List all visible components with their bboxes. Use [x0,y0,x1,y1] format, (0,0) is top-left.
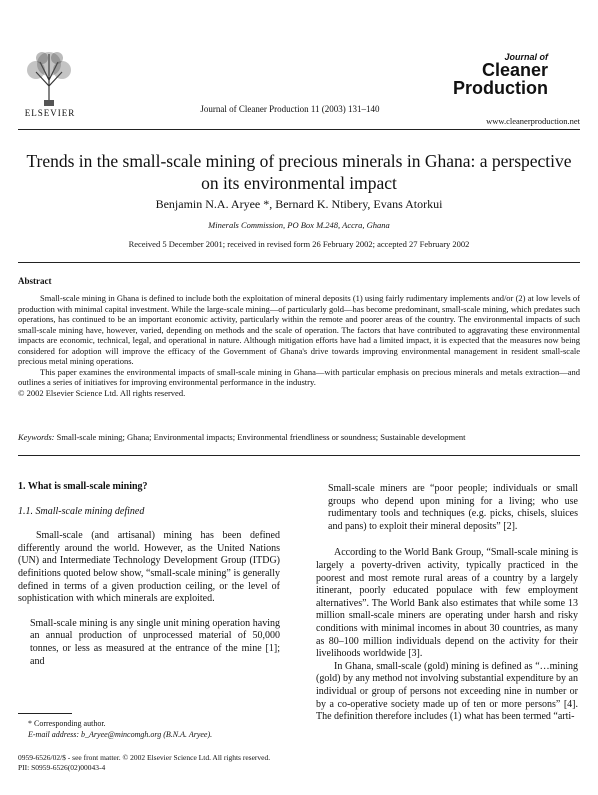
abstract-heading: Abstract [18,276,52,286]
article-authors: Benjamin N.A. Aryee *, Bernard K. Ntibery, Evans Atorkui [155,197,443,211]
abstract-paragraph-2: This paper examines the environmental impacts of small-scale mining in Ghana—with particular emphasis on precious minerals and metals extraction—and outlines a series of initiatives for improving environmental performance in the industry. [18,366,580,387]
title-divider [18,262,580,263]
keywords-label: Keywords: [18,432,55,442]
journal-website-link[interactable]: www.cleanerproduction.net [486,116,580,126]
journal-citation: Journal of Cleaner Production 11 (2003) 131–140 [200,104,380,114]
header-divider [18,129,580,130]
footnote-divider [18,713,72,714]
abstract-copyright: © 2002 Elsevier Science Ltd. All rights reserved. [18,387,186,398]
body-paragraph: In Ghana, small-scale (gold) mining is defined as “…mining (gold) by any method not involving substantial expenditure by an individual or group of persons not exceeding nine in number or by a co-operative society made up of ten or more persons” [4]. The definition therefore includes (1) what has been termed “arti- [316,660,578,723]
journal-logo-line-2: Cleaner [481,60,548,80]
abstract-divider [18,455,580,456]
elsevier-tree-logo-icon [18,46,80,108]
definition-quote: Small-scale mining is any single unit mining operation having an annual production of unprocessed material of 50,000 tonnes, or less as measured at the entrance of the mine [1]; and [30,617,280,667]
page-footer [18,753,518,773]
issn-line: 0959-6526/02/$ - see front matter. © 2002 Elsevier Science Ltd. All rights reserved. [18,753,271,762]
body-column-right [316,483,578,724]
author-email[interactable]: E-mail address: b_Aryee@mincomgh.org (B.N.A. Aryee). [28,730,213,739]
keywords-list: Small-scale mining; Ghana; Environmental impacts; Environmental friendliness or soundness; Sustainable development [54,432,466,442]
body-paragraph: Small-scale (and artisanal) mining has been defined differently around the world. However, as the United Nations (UN) and Intermediate Technology Development Group (ITDG) definitions quoted below show, “small-scale mining” is generally defined in terms of a given production ceiling, or the level of sophistication with which minerals are exploited. [18,530,280,605]
keywords [18,432,580,442]
author-affiliation: Minerals Commission, PO Box M.248, Accra, Ghana [208,220,390,230]
journal-logo-line-1: Journal of [504,52,548,62]
corresponding-author-note: * Corresponding author. [28,719,106,728]
abstract-paragraph-1: Small-scale mining in Ghana is defined to include both the exploitation of mineral deposits (1) using fairly rudimentary implements and/or (2) at low levels of production with minimal capital investment. While the large-scale mining—of particularly gold—has become predominant, small-scale mining, which predates such operations, has continued to be an important economic activity, particularly within the remote and poorer areas of the country. The environmental impacts of such small-scale mining have, however, varied, depending on methods and the scale of operation. The factors that have contributed to aggravating these environmental impacts are economic, technical, legal, and operational in nature. Although mitigation efforts have had a limited impact, it is expected that the measures now being considered for adoption will improve the efficacy of the Government of Ghana's drive towards improving environmental management in resident small-scale precious metal mining operations. [18,293,580,366]
journal-logo [453,52,562,104]
received-dates: Received 5 December 2001; received in revised form 26 February 2002; accepted 27 February 2002 [128,239,470,249]
section-heading-1: 1. What is small-scale mining? [18,481,148,492]
publisher-name: ELSEVIER [24,108,76,118]
footnote [18,718,288,740]
body-column-left [18,481,280,680]
abstract-body [18,293,580,398]
body-paragraph: According to the World Bank Group, “Small-scale mining is largely a poverty-driven activity, typically practiced in the poorest and most remote rural areas of a country by a largely itinerant, poorly educated populace with few employment alternatives”. The World Bank also estimates that while some 13 million small-scale miners are operating under harsh and risky conditions with minimal incomes in about 30 countries, as many as 80–100 million individuals depend on the activity for their livelihoods worldwide [3]. [316,547,578,660]
pii-line: PII: S0959-6526(02)00043-4 [18,763,106,772]
journal-logo-line-3: Production [453,78,548,98]
definition-quote: Small-scale miners are “poor people; individuals or small groups who depend upon mining for a living; who use rudimentary tools and techniques (e.g. picks, chisels, sluices and pans) to exploit their mineral deposits” [2]. [328,483,578,532]
article-title: Trends in the small-scale mining of precious minerals in Ghana: a perspective on its environmental impact [26,151,572,193]
subsection-heading-1-1: 1.1. Small-scale mining defined [18,505,145,517]
